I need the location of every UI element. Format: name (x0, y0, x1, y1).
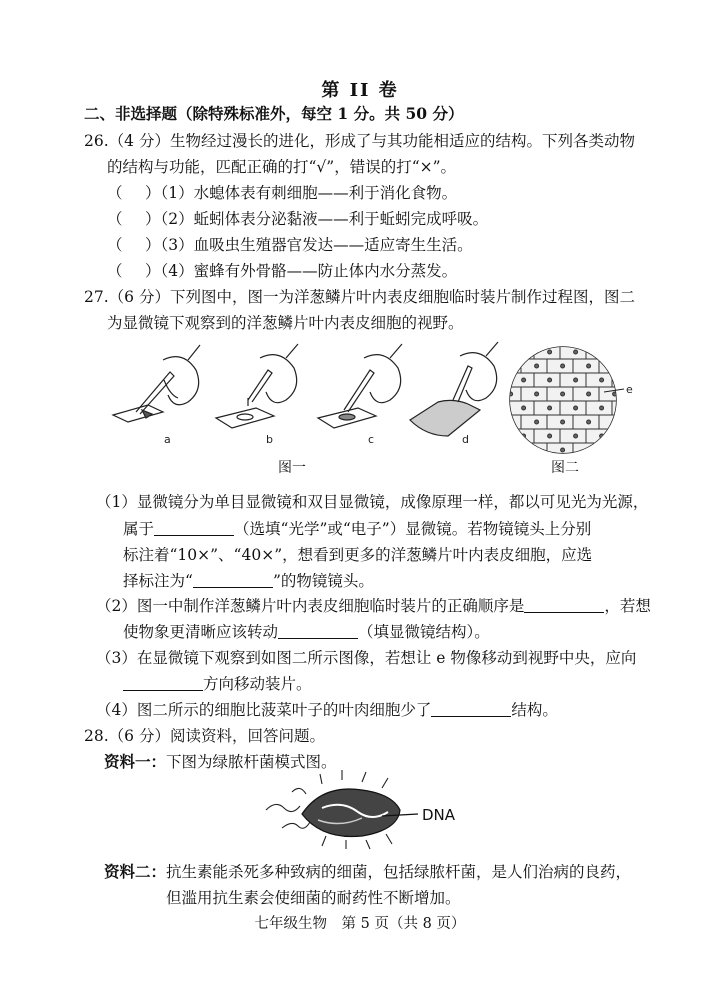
onion-cell (612, 345, 638, 359)
text-segment: 择标注为“ (123, 572, 193, 590)
answer-paren-close: ） (145, 184, 161, 202)
q27-part-1-line-1: （1）显微镜分为单目显微镜和双目显微镜，成像原理一样，都以可见光为光源， (96, 493, 649, 511)
q26-item-1 (107, 183, 457, 203)
cell-nucleus (600, 378, 604, 382)
onion-cell (612, 429, 638, 443)
onion-cell (547, 359, 573, 373)
onion-cell (547, 387, 573, 401)
material-text: 抗生素能杀死多种致病的细菌，包括绿脓杆菌，是人们治病的良药， (166, 863, 632, 881)
cell-nucleus (574, 406, 578, 410)
onion-cell (638, 373, 648, 387)
q28-material-1 (104, 752, 337, 772)
cell-nucleus (535, 392, 539, 396)
onion-cell (534, 373, 560, 387)
figure-1-caption: 图一 (278, 460, 306, 476)
onion-cell (612, 373, 638, 387)
answer-blank[interactable] (524, 597, 604, 613)
text-segment: 使物象更清晰应该转动 (123, 623, 279, 641)
cell-nucleus (535, 420, 539, 424)
answer-blank[interactable] (123, 675, 203, 691)
q26-item-2 (107, 209, 488, 229)
onion-cell (625, 443, 648, 455)
cell-nucleus (587, 392, 591, 396)
onion-cell (560, 345, 586, 359)
text-segment: （4）图二所示的细胞比菠菜叶子的叶肉细胞少了 (96, 701, 432, 719)
cell-nucleus (535, 448, 539, 452)
text-segment: （选填“光学”或“电子”）显微镜。若物镜镜头上分别 (234, 520, 592, 538)
figure-2-caption: 图二 (551, 460, 579, 476)
answer-blank[interactable] (431, 701, 511, 717)
onion-cell (599, 359, 625, 373)
onion-cell (573, 387, 599, 401)
cell-nucleus (613, 448, 617, 452)
q26-item-text: （4）蜜蜂有外骨骼——防止体内水分蒸发。 (160, 262, 458, 280)
cell-nucleus (639, 392, 643, 396)
cell-nucleus (509, 392, 513, 396)
answer-blank[interactable] (278, 623, 358, 639)
q27-stem-line-1: 27.（6 分）下列图中，图一为洋葱鳞片叶内表皮细胞临时装片制作过程图，图二 (84, 288, 635, 306)
figure-2-microscope-view (508, 345, 648, 455)
cell-nucleus (600, 350, 604, 354)
onion-cell (573, 359, 599, 373)
onion-cell (599, 443, 625, 455)
cell-nucleus (587, 448, 591, 452)
onion-cell (508, 443, 521, 455)
text-segment: 方向移动装片。 (203, 675, 312, 693)
cell-nucleus (522, 378, 526, 382)
cell-nucleus (613, 420, 617, 424)
answer-paren-open: （ (107, 210, 123, 228)
cell-nucleus (561, 392, 565, 396)
q26-item-3 (107, 235, 473, 255)
onion-cell (586, 429, 612, 443)
step-b-illustration (216, 344, 298, 428)
cell-nucleus (509, 420, 513, 424)
answer-paren-close: ） (145, 236, 161, 254)
step-label-c: c (368, 433, 375, 446)
q26-item-4 (107, 261, 457, 281)
q26-item-text: （2）蚯蚓体表分泌黏液——利于蚯蚓完成呼吸。 (160, 210, 489, 228)
bacterium-illustration (262, 770, 472, 850)
onion-cell (586, 345, 612, 359)
q28-material-2-line-2: 但滥用抗生素会使细菌的耐药性不断增加。 (166, 889, 461, 907)
text-segment: （填显微镜结构）。 (358, 623, 490, 641)
q27-part-3-line-1: （3）在显微镜下观察到如图二所示图像，若想让 e 物像移动到视野中央，应向 (96, 649, 637, 667)
answer-blank[interactable] (154, 520, 234, 536)
onion-cell (521, 387, 547, 401)
onion-cell (508, 429, 534, 443)
cell-nucleus (561, 420, 565, 424)
cell-nucleus (626, 434, 630, 438)
q27-part-2-line-2 (123, 622, 490, 642)
material-label: 资料二： (104, 862, 167, 881)
cell-nucleus (522, 350, 526, 354)
dna-label: DNA (422, 806, 456, 824)
onion-cell (638, 401, 648, 415)
cell-nucleus (626, 378, 630, 382)
answer-blank[interactable] (193, 572, 273, 588)
onion-cell (521, 359, 547, 373)
cell-nucleus (509, 364, 513, 368)
text-segment: （2）图一中制作洋葱鳞片叶内表皮细胞临时装片的正确顺序是 (96, 597, 525, 615)
flagellum (266, 804, 300, 811)
step-label-d: d (462, 433, 469, 446)
onion-cell (586, 373, 612, 387)
material-text: 下图为绿脓杆菌模式图。 (166, 753, 337, 771)
onion-cell (508, 359, 521, 373)
answer-paren-open: （ (107, 184, 123, 202)
q26-stem-line-1: 26.（4 分）生物经过漫长的进化，形成了与其功能相适应的结构。下列各类动物 (84, 132, 635, 150)
text-segment: 结构。 (511, 701, 558, 719)
onion-cell (573, 443, 599, 455)
cell-nucleus (509, 448, 513, 452)
q27-part-2-line-1 (96, 596, 651, 616)
onion-cell (573, 415, 599, 429)
onion-cell (534, 401, 560, 415)
cell-nucleus (522, 406, 526, 410)
onion-cell (560, 429, 586, 443)
cell-nucleus (561, 448, 565, 452)
onion-cell (560, 401, 586, 415)
step-label-a: a (164, 433, 171, 446)
cell-nucleus (626, 406, 630, 410)
onion-cell (547, 415, 573, 429)
step-d-illustration (410, 342, 498, 436)
q26-item-text: （3）血吸虫生殖器官发达——适应寄生生活。 (160, 236, 473, 254)
onion-cell (638, 429, 648, 443)
page-title: 第 II 卷 (321, 80, 399, 101)
cell-nucleus (535, 364, 539, 368)
onion-cell (560, 373, 586, 387)
onion-cell (508, 345, 534, 359)
fig2-label-e: e (626, 383, 633, 396)
answer-paren-close: ） (145, 210, 161, 228)
q26-stem-line-2: 的结构与功能，匹配正确的打“√”，错误的打“×”。 (107, 158, 457, 176)
section-heading: 二、非选择题（除特殊标准外，每空 1 分。共 50 分） (84, 104, 464, 123)
text-segment: 属于 (123, 520, 155, 538)
material-label: 资料一： (104, 752, 167, 771)
answer-paren-close: ） (145, 262, 161, 280)
q27-part-1-line-4 (123, 571, 374, 591)
text-segment: ，若想 (604, 597, 651, 615)
cell-nucleus (613, 364, 617, 368)
q27-part-4 (96, 700, 558, 720)
onion-cell (625, 415, 648, 429)
step-label-b: b (266, 433, 273, 446)
cell-nucleus (574, 350, 578, 354)
cell-nucleus (548, 434, 552, 438)
cell-nucleus (639, 364, 643, 368)
cell-nucleus (587, 420, 591, 424)
q27-part-1-line-3: 标注着“10×”、“40×”，想看到更多的洋葱鳞片叶内表皮细胞，应选 (123, 546, 593, 564)
step-a-illustration (113, 345, 200, 422)
answer-paren-open: （ (107, 262, 123, 280)
cell-nucleus (587, 364, 591, 368)
figure-1-slide-steps (108, 340, 508, 460)
cell-nucleus (626, 350, 630, 354)
onion-cell (586, 401, 612, 415)
cell-nucleus (639, 448, 643, 452)
cell-nucleus (574, 434, 578, 438)
onion-cell (534, 429, 560, 443)
onion-cell (521, 415, 547, 429)
cell-nucleus (600, 406, 604, 410)
onion-cell (508, 401, 534, 415)
q28-material-2-line-1 (104, 862, 631, 882)
text-segment: ”的物镜镜头。 (272, 572, 374, 590)
flagellum (282, 822, 310, 828)
cell-nucleus (574, 378, 578, 382)
step-c-illustration (318, 344, 402, 428)
cell-nucleus (548, 378, 552, 382)
cell-nucleus (561, 364, 565, 368)
onion-cell (625, 359, 648, 373)
cell-nucleus (548, 406, 552, 410)
q27-stem-line-2: 为显微镜下观察到的洋葱鳞片叶内表皮细胞的视野。 (107, 314, 464, 332)
q27-part-3-line-2 (123, 674, 312, 694)
q28-stem: 28.（6 分）阅读资料，回答问题。 (84, 727, 325, 745)
q27-part-1-line-2 (123, 519, 591, 539)
cell-nucleus (548, 350, 552, 354)
onion-cell (638, 345, 648, 359)
q26-item-text: （1）水螅体表有刺细胞——利于消化食物。 (160, 184, 458, 202)
page-footer: 七年级生物 第 5 页（共 8 页） (254, 916, 466, 932)
answer-paren-open: （ (107, 236, 123, 254)
cell-nucleus (639, 420, 643, 424)
